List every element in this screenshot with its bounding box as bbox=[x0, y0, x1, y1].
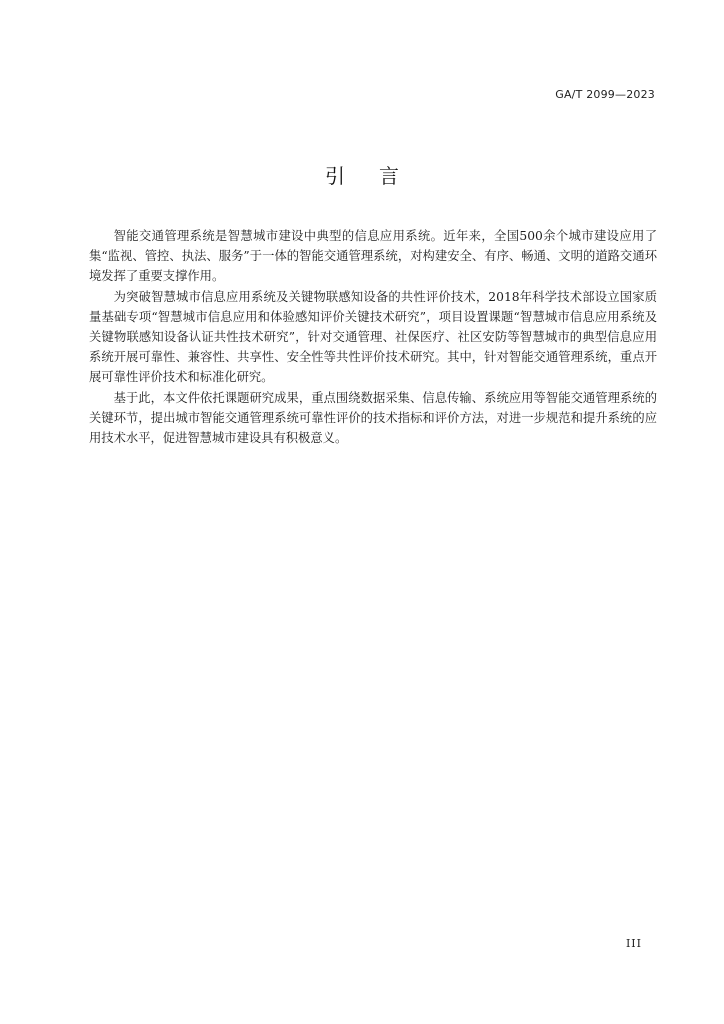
paragraph: 为突破智慧城市信息应用系统及关键物联感知设备的共性评价技术，2018年科学技术部设立国家质量基础专项“智慧城市信息应用和体验感知评价关键技术研究”，项目设置课题“智慧城市信息应用系统及关键物联感知设备认证共性技术研究”，针对交通管理、社保医疗、社区安防等智慧城市的典型信息应用系统开展可靠性、兼容性、共享性、安全性等共性评价技术研究。其中，针对智能交通管理系统，重点开展可靠性评价技术和标准化研究。 bbox=[89, 289, 657, 385]
paragraph: 基于此，本文件依托课题研究成果，重点围绕数据采集、信息传输、系统应用等智能交通管理系统的关键环节，提出城市智能交通管理系统可靠性评价的技术指标和评价方法，对进一步规范和提升系统的应用技术水平，促进智慧城市建设具有积极意义。 bbox=[89, 390, 657, 446]
page-number: III bbox=[625, 937, 642, 950]
paragraph: 智能交通管理系统是智慧城市建设中典型的信息应用系统。近年来，全国500余个城市建设应用了集“监视、管控、执法、服务”于一体的智能交通管理系统，对构建安全、有序、畅通、文明的道路交通环境发挥了重要支撑作用。 bbox=[89, 229, 657, 284]
section-title: 引言 bbox=[325, 164, 433, 188]
body-text bbox=[89, 226, 657, 448]
standard-number: GA/T 2099—2023 bbox=[555, 88, 655, 101]
